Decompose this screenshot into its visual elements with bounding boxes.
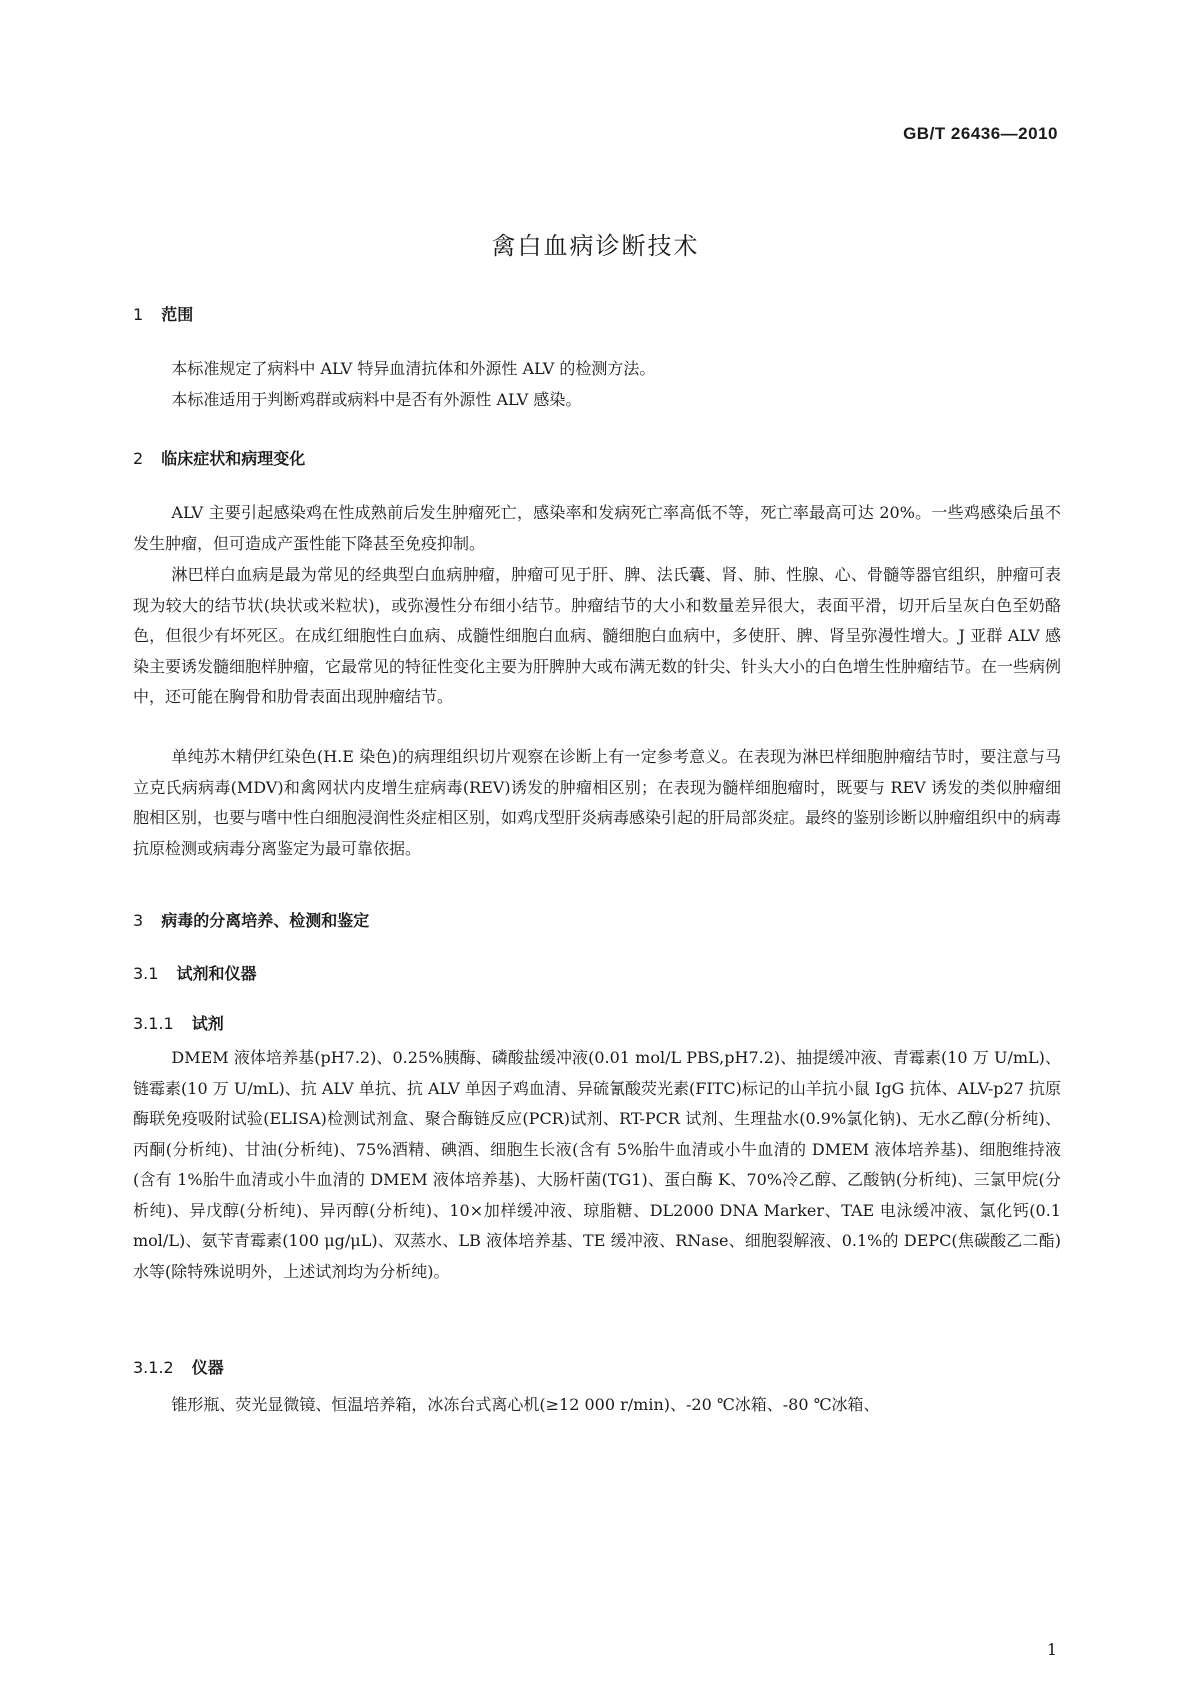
section-number: 3 (133, 911, 144, 930)
page-number: 1 (1046, 1640, 1057, 1659)
section-3-1-1-heading (133, 1011, 224, 1034)
section-3-1-heading (133, 961, 256, 984)
paragraph: ALV 主要引起感染鸡在性成熟前后发生肿瘤死亡，感染率和发病死亡率高低不等，死亡率最高可达 20%。一些鸡感染后虽不发生肿瘤，但可造成产蛋性能下降甚至免疫抑制。 (133, 503, 1061, 553)
section-3-heading (133, 908, 369, 931)
section-title: 范围 (161, 305, 194, 324)
section-number: 2 (133, 449, 144, 468)
paragraph: DMEM 液体培养基(pH7.2)、0.25%胰酶、磷酸盐缓冲液(0.01 mol/L PBS,pH7.2)、抽提缓冲液、青霉素(10 万 U/mL)、链霉素(10 万 U/mL)、抗 ALV 单抗、抗 ALV 单因子鸡血清、异硫氰酸荧光素(FITC)标记的山羊抗小鼠 IgG 抗体、ALV-p27 抗原酶联免疫吸附试验(ELISA)检测试剂盒、聚合酶链反应(PCR)试剂、RT-PCR 试剂、生理盐水(0.9%氯化钠)、无水乙醇(分析纯)、丙酮(分析纯)、甘油(分析纯)、75%酒精、碘酒、细胞生长液(含有 5%胎牛血清或小牛血清的 DMEM 液体培养基)、细胞维持液(含有 1%胎牛血清或小牛血清的 DMEM 液体培养基)、大肠杆菌(TG1)、蛋白酶 K、70%冷乙醇、乙酸钠(分析纯)、三氯甲烷(分析纯)、异戊醇(分析纯)、异丙醇(分析纯)、10×加样缓冲液、琼脂糖、DL2000 DNA Marker、TAE 电泳缓冲液、氯化钙(0.1 mol/L)、氨苄青霉素(100 μg/μL)、双蒸水、LB 液体培养基、TE 缓冲液、RNase、细胞裂解液、0.1%的 DEPC(焦碳酸乙二酯)水等(除特殊说明外，上述试剂均为分析纯)。 (133, 1048, 1061, 1281)
section-title: 试剂 (191, 1014, 224, 1033)
section-title: 临床症状和病理变化 (161, 449, 306, 468)
section-number: 3.1 (133, 964, 159, 983)
section-2-heading (133, 446, 305, 469)
section-number: 1 (133, 305, 144, 324)
section-title: 病毒的分离培养、检测和鉴定 (161, 911, 370, 930)
document-title: 禽白血病诊断技术 (491, 232, 700, 260)
section-3-1-2-heading (133, 1355, 224, 1378)
section-title: 试剂和仪器 (176, 964, 257, 983)
section-number: 3.1.2 (133, 1358, 174, 1377)
paragraph: 淋巴样白血病是最为常见的经典型白血病肿瘤，肿瘤可见于肝、脾、法氏囊、肾、肺、性腺、心、骨髓等器官组织，肿瘤可表现为较大的结节状(块状或米粒状)，或弥漫性分布细小结节。肿瘤结节的大小和数量差异很大，表面平滑，切开后呈灰白色至奶酪色，但很少有坏死区。在成红细胞性白血病、成髓性细胞白血病、髓细胞白血病中，多使肝、脾、肾呈弥漫性增大。J 亚群 ALV 感染主要诱发髓细胞样肿瘤，它最常见的特征性变化主要为肝脾肿大或布满无数的针尖、针头大小的白色增生性肿瘤结节。在一些病例中，还可能在胸骨和肋骨表面出现肿瘤结节。 (133, 565, 1062, 706)
paragraph: 单纯苏木精伊红染色(H.E 染色)的病理组织切片观察在诊断上有一定参考意义。在表现为淋巴样细胞肿瘤结节时，要注意与马立克氏病病毒(MDV)和禽网状内皮增生症病毒(REV)诱发的肿瘤相区别；在表现为髓样细胞瘤时，既要与 REV 诱发的类似肿瘤细胞相区别，也要与嗜中性白细胞浸润性炎症相区别，如鸡戊型肝炎病毒感染引起的肝局部炎症。最终的鉴别诊断以肿瘤组织中的病毒抗原检测或病毒分离鉴定为最可靠依据。 (133, 747, 1062, 858)
paragraph: 本标准规定了病料中 ALV 特异血清抗体和外源性 ALV 的检测方法。 (171, 359, 656, 378)
paragraph: 本标准适用于判断鸡群或病料中是否有外源性 ALV 感染。 (171, 390, 582, 409)
paragraph: 锥形瓶、荧光显微镜、恒温培养箱，冰冻台式离心机(≥12 000 r/min)、-20 ℃冰箱、-80 ℃冰箱、 (171, 1395, 880, 1414)
section-number: 3.1.1 (133, 1014, 174, 1033)
standard-number: GB/T 26436—2010 (903, 124, 1058, 143)
section-title: 仪器 (191, 1358, 224, 1377)
section-1-heading (133, 302, 193, 325)
